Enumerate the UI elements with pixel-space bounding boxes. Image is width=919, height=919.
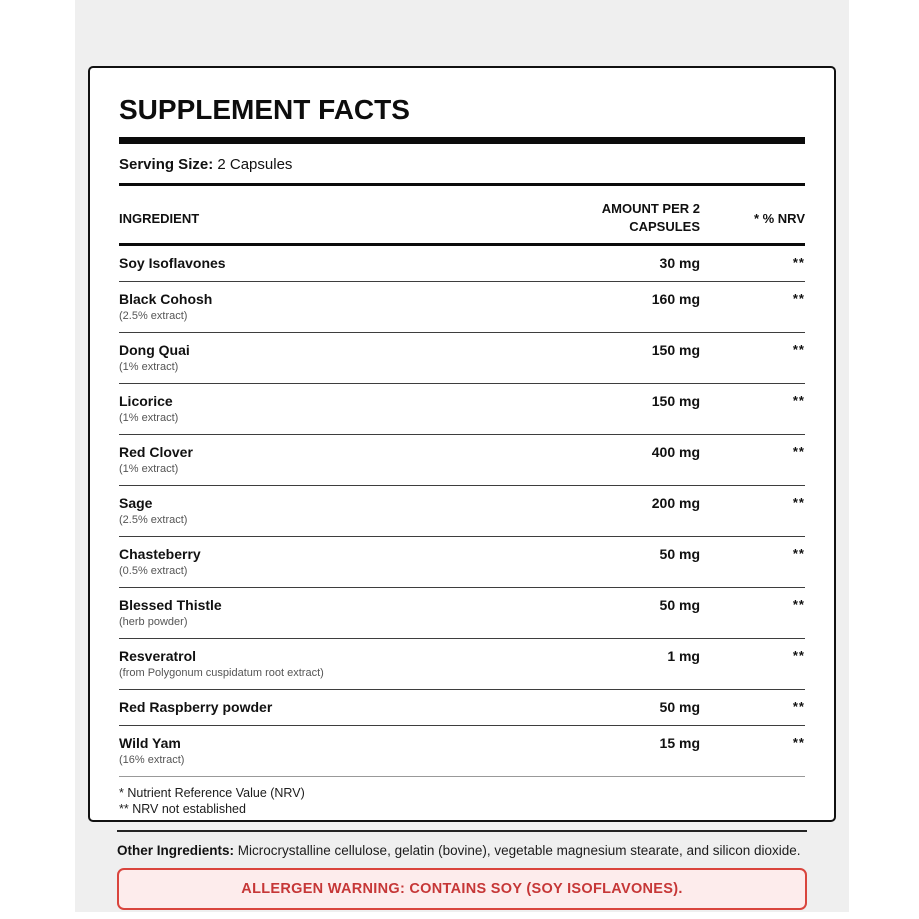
- ingredient-name-block: [119, 444, 560, 475]
- table-row: [119, 282, 805, 333]
- ingredient-amount: 400 mg: [651, 444, 700, 460]
- ingredient-note: (1% extract): [119, 412, 179, 424]
- ingredient-name-block: [119, 291, 560, 322]
- ingredient-nrv: **: [792, 699, 805, 714]
- other-ingredients-label: Other Ingredients:: [117, 843, 235, 858]
- header-ingredient: INGREDIENT: [119, 210, 200, 226]
- table-row: [119, 690, 805, 726]
- ingredient-name: Chasteberry: [119, 546, 201, 562]
- title-divider-bar: [119, 137, 805, 144]
- header-nrv: * % NRV: [753, 210, 805, 226]
- allergen-warning-text: ALLERGEN WARNING: CONTAINS SOY (SOY ISOFLAVONES).: [241, 881, 683, 897]
- ingredient-nrv: **: [792, 444, 805, 459]
- table-header-row: [119, 186, 805, 243]
- ingredient-note: (2.5% extract): [119, 310, 188, 322]
- table-row: [119, 639, 805, 690]
- ingredient-note: (2.5% extract): [119, 514, 188, 526]
- ingredient-nrv: **: [792, 597, 805, 612]
- footnotes: [119, 777, 805, 817]
- ingredient-name-block: [119, 648, 560, 679]
- supplement-facts-panel: [88, 66, 836, 822]
- table-row: [119, 435, 805, 486]
- footnote: ** NRV not established: [119, 802, 246, 816]
- ingredient-note: (1% extract): [119, 361, 179, 373]
- ingredient-name-block: [119, 735, 560, 766]
- ingredient-amount: 50 mg: [659, 699, 700, 715]
- ingredient-amount: 50 mg: [659, 546, 700, 562]
- ingredient-rows: [119, 246, 805, 777]
- panel-title: SUPPLEMENT FACTS: [119, 94, 410, 125]
- table-row: [119, 246, 805, 282]
- header-amount-line1: AMOUNT PER 2: [601, 201, 700, 216]
- ingredient-name-block: [119, 342, 560, 373]
- ingredient-amount: 50 mg: [659, 597, 700, 613]
- table-row: [119, 537, 805, 588]
- ingredient-name-block: [119, 546, 560, 577]
- ingredient-name-block: [119, 699, 560, 715]
- ingredient-nrv: **: [792, 735, 805, 750]
- ingredient-name-block: [119, 495, 560, 526]
- table-row: [119, 726, 805, 777]
- ingredient-note: (from Polygonum cuspidatum root extract): [119, 667, 324, 679]
- header-amount-line2: CAPSULES: [629, 219, 700, 234]
- serving-size-label: Serving Size:: [119, 156, 214, 173]
- ingredient-nrv: **: [792, 546, 805, 561]
- ingredient-name: Wild Yam: [119, 735, 181, 751]
- ingredient-nrv: **: [792, 291, 805, 306]
- other-ingredients-text: Microcrystalline cellulose, gelatin (bovine), vegetable magnesium stearate, and silicon dioxide.: [234, 843, 801, 858]
- table-row: [119, 588, 805, 639]
- table-row: [119, 384, 805, 435]
- serving-size-text: 2 Capsules: [217, 156, 293, 173]
- header-amount: [560, 200, 700, 236]
- ingredient-amount: 160 mg: [651, 291, 700, 307]
- allergen-warning-box: [117, 868, 807, 910]
- ingredient-amount: 1 mg: [667, 648, 700, 664]
- ingredient-note: (16% extract): [119, 754, 185, 766]
- ingredient-name: Dong Quai: [119, 342, 190, 358]
- ingredient-nrv: **: [792, 255, 805, 270]
- ingredient-name-block: [119, 255, 560, 271]
- ingredient-name: Black Cohosh: [119, 291, 213, 307]
- ingredient-nrv: **: [792, 342, 805, 357]
- ingredient-name: Blessed Thistle: [119, 597, 222, 613]
- ingredient-name: Resveratrol: [119, 648, 197, 664]
- ingredient-name: Soy Isoflavones: [119, 255, 226, 271]
- ingredient-name: Red Raspberry powder: [119, 699, 273, 715]
- ingredient-name-block: [119, 393, 560, 424]
- serving-size-row: [119, 157, 805, 173]
- ingredient-name: Red Clover: [119, 444, 193, 460]
- ingredient-nrv: **: [792, 495, 805, 510]
- ingredient-note: (1% extract): [119, 463, 179, 475]
- ingredient-name: Sage: [119, 495, 153, 511]
- table-row: [119, 333, 805, 384]
- ingredient-nrv: **: [792, 648, 805, 663]
- ingredient-amount: 15 mg: [659, 735, 700, 751]
- ingredient-amount: 150 mg: [651, 393, 700, 409]
- table-row: [119, 486, 805, 537]
- label-background: [75, 0, 849, 912]
- bottom-section-divider: [117, 830, 807, 832]
- ingredient-nrv: **: [792, 393, 805, 408]
- ingredient-name: Licorice: [119, 393, 173, 409]
- ingredient-name-block: [119, 597, 560, 628]
- ingredient-note: (herb powder): [119, 616, 188, 628]
- footnote: * Nutrient Reference Value (NRV): [119, 786, 305, 800]
- ingredient-amount: 200 mg: [651, 495, 700, 511]
- ingredient-amount: 30 mg: [659, 255, 700, 271]
- other-ingredients: [117, 843, 807, 859]
- ingredient-amount: 150 mg: [651, 342, 700, 358]
- ingredient-note: (0.5% extract): [119, 565, 188, 577]
